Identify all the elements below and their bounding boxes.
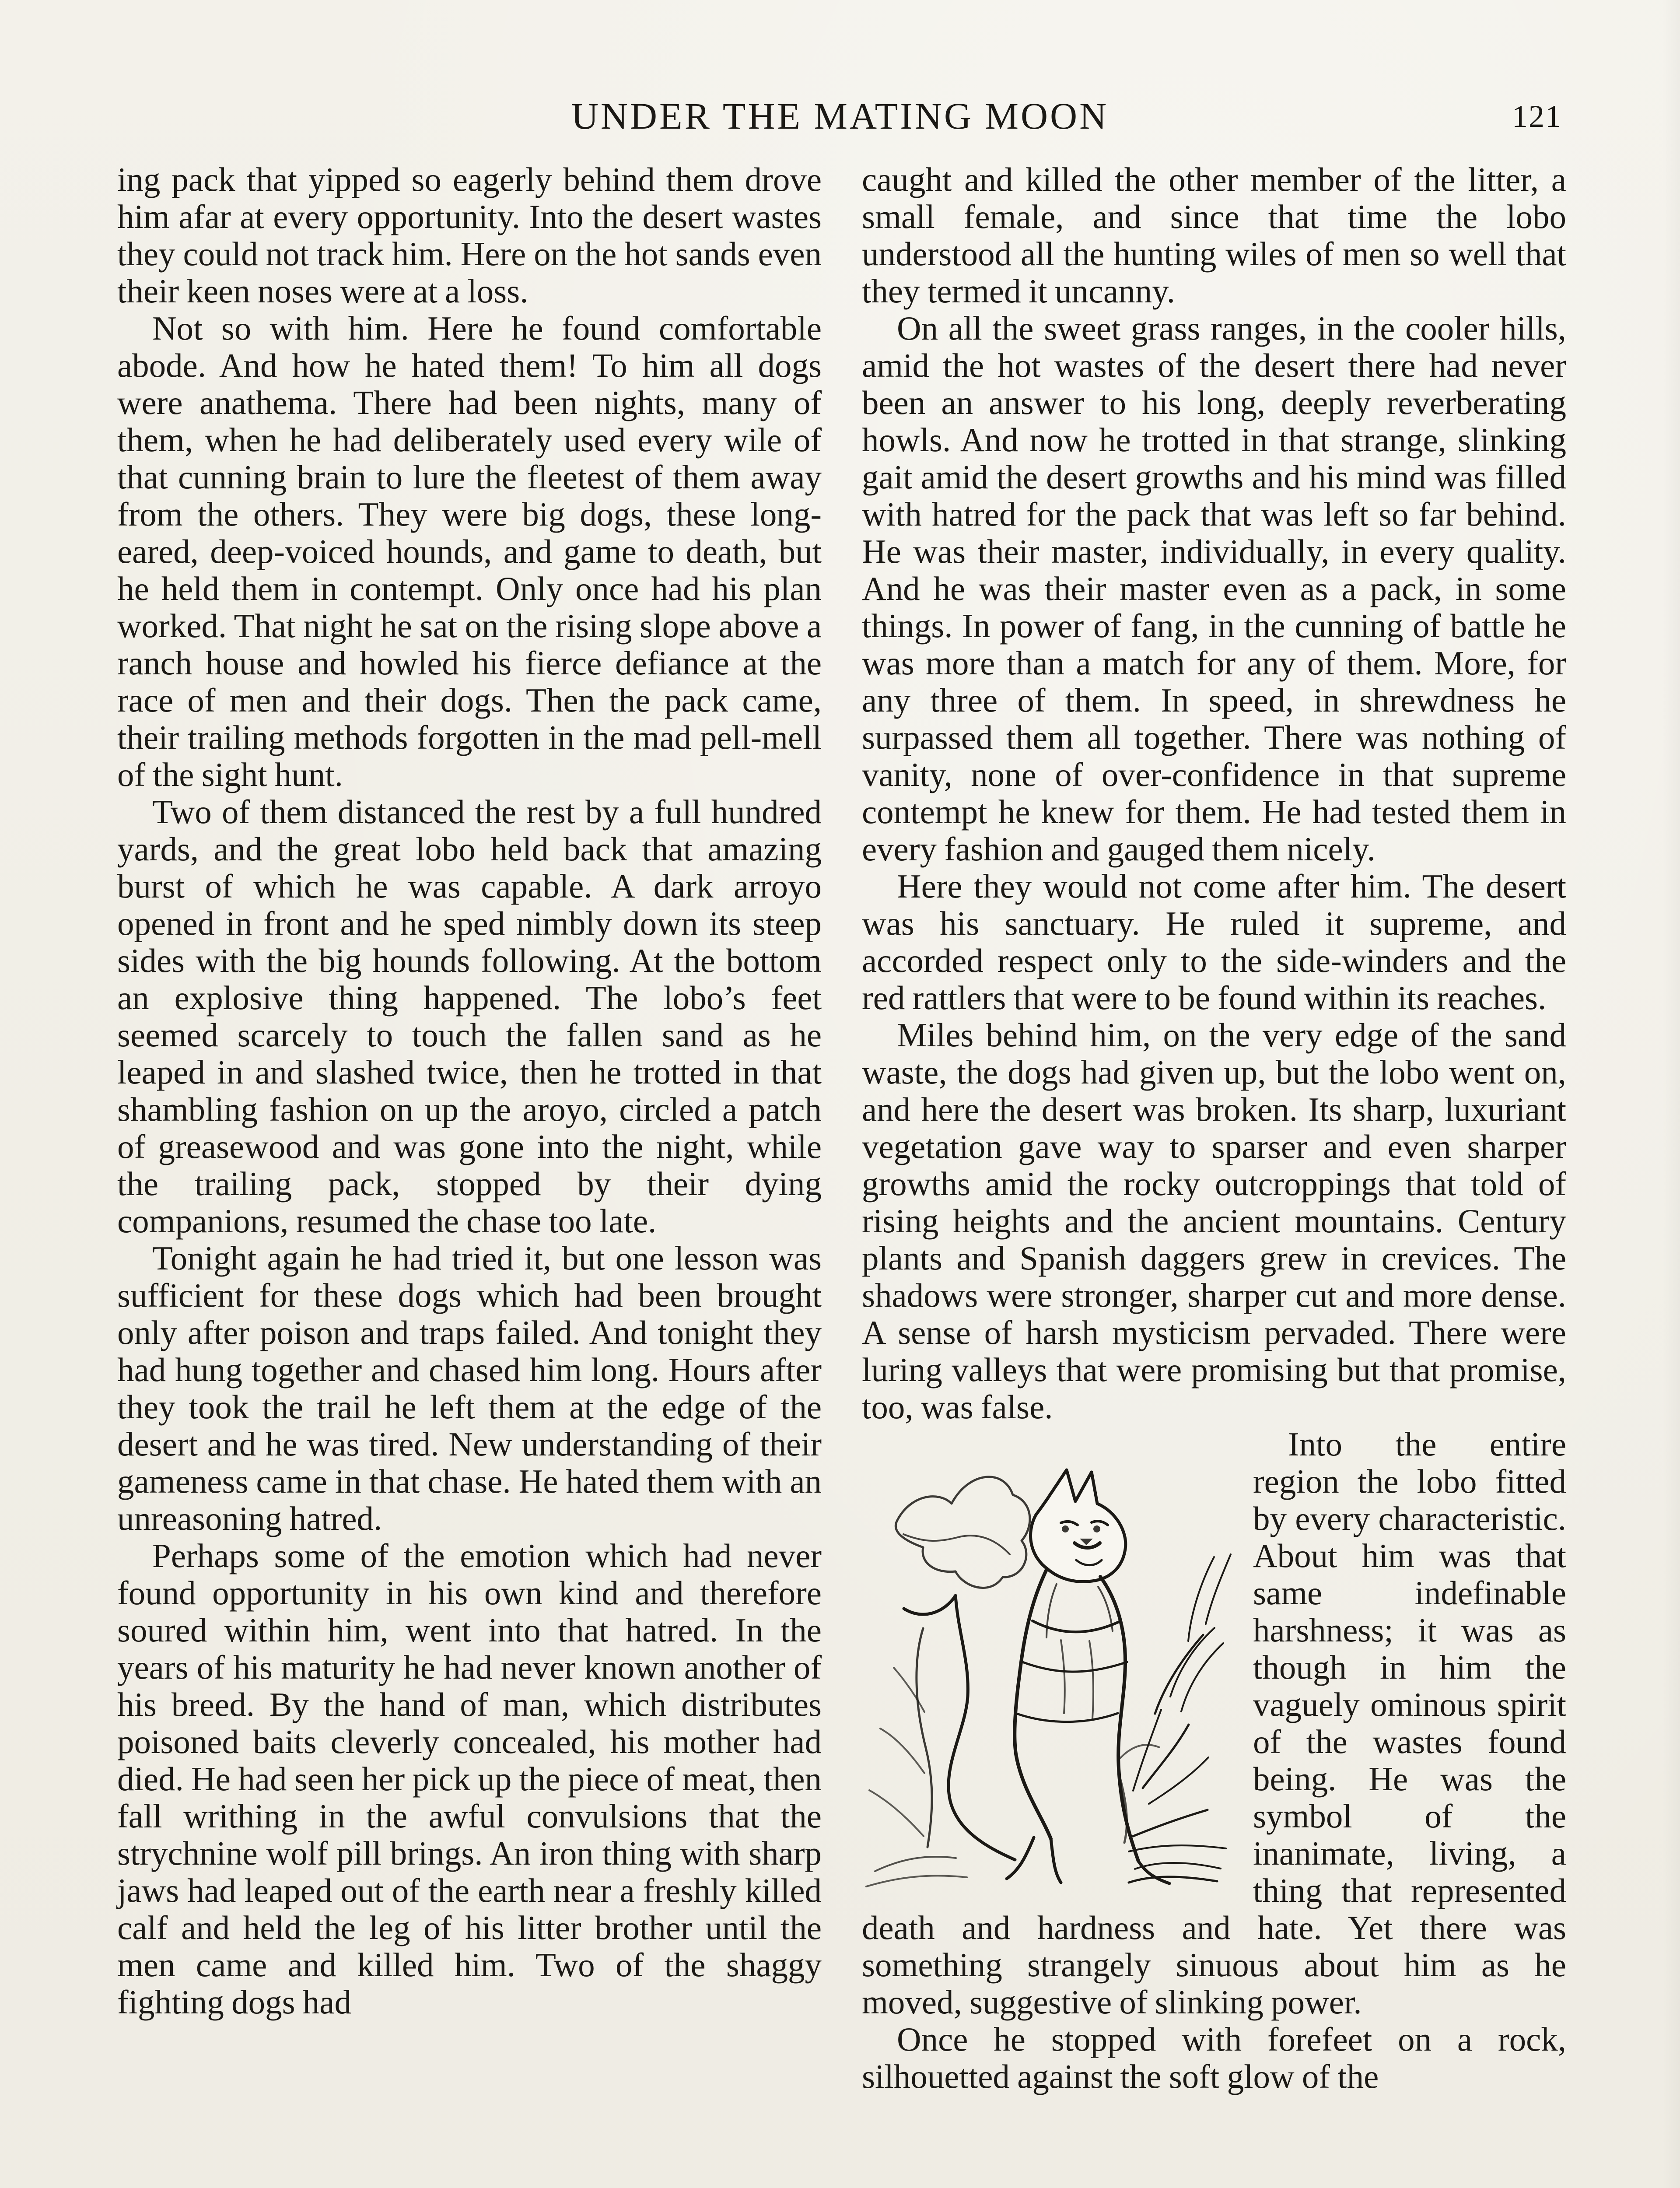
wolf-illustration <box>862 1429 1238 1889</box>
page-number: 121 <box>1512 99 1562 134</box>
running-header <box>118 97 1562 150</box>
paragraph-left-1: ing pack that yipped so eagerly behind them drove him afar at every opportunity. Into the desert wastes they could not track him. Here on the hot sands even their keen noses were at a loss. <box>117 161 822 310</box>
paragraph-left-5: Perhaps some of the emotion which had never found opportunity in his own kind and therefore soured within him, went into that hatred. In the years of his maturity he had never known another of his breed. By the hand of man, which distributes poisoned baits cleverly concealed, his mother had died. He had seen her pick up the piece of meat, then fall writhing in the awful convulsions that the strychnine wolf pill brings. An iron thing with sharp jaws had leaped out of the earth near a freshly killed calf and held the leg of his litter brother until the men came and killed him. Two of the shaggy fighting dogs had <box>117 1537 822 2021</box>
paper-edge-shadow <box>1662 0 1680 2188</box>
paragraph-right-3: Here they would not come after him. The desert was his sanctuary. He ruled it supreme, and accorded respect only to the side-winders and the red rattlers that were to be found within its reaches. <box>862 867 1566 1017</box>
paragraph-right-6: Once he stopped with forefeet on a rock, silhouetted against the soft glow of the <box>862 2020 1566 2095</box>
paragraph-right-5-text: Into the entire region the lobo fitted by every characteristic. About him was that same indefinable harshness; it was as though in him the vaguely ominous spirit of the wastes found being. He was the symbol of the inanimate, living, a thing that represented death and hardness and hate. Yet there was something strangely sinuous about him as he moved, suggestive of slinking power. <box>862 1425 1566 2021</box>
paragraph-left-3: Two of them distanced the rest by a full hundred yards, and the great lobo held back that amazing burst of which he was capable. A dark arroyo opened in front and he sped nimbly down its steep sides with the big hounds following. At the bottom an explosive thing happened. The lobo’s feet seemed scarcely to touch the fallen sand as he leaped in and slashed twice, then he trotted in that shambling fashion on up the aroyo, circled a patch of greasewood and was gone into the night, while the trailing pack, stopped by their dying companions, resumed the chase too late. <box>117 793 822 1240</box>
paragraph-right-5 <box>862 1426 1566 2021</box>
paragraph-right-1: caught and killed the other member of the litter, a small female, and since that time the lobo understood all the hunting wiles of men so well that they termed it uncanny. <box>862 161 1566 310</box>
page-title: UNDER THE MATING MOON <box>571 95 1109 137</box>
paragraph-left-4: Tonight again he had tried it, but one lesson was sufficient for these dogs which had been brought only after poison and traps failed. And tonight they had hung together and chased him long. Hours after they took the trail he left them at the edge of the desert and he was tired. New understanding of their gameness came in that chase. He hated them with an unreasoning hatred. <box>117 1239 822 1537</box>
paragraph-right-2: On all the sweet grass ranges, in the cooler hills, amid the hot wastes of the desert there had never been an answer to his long, deeply reverberating howls. And now he trotted in that strange, slinking gait amid the desert growths and his mind was filled with hatred for the pack that was left so far behind. He was their master, individually, in every quality. And he was their master even as a pack, in some things. In power of fang, in the cunning of battle he was more than a match for any of them. More, for any three of them. In speed, in shrewdness he surpassed them all together. There was nothing of vanity, none of over-confidence in that supreme contempt he knew for them. He had tested them in every fashion and gauged them nicely. <box>862 309 1566 868</box>
paragraph-right-4: Miles behind him, on the very edge of the sand waste, the dogs had given up, but the lobo went on, and here the desert was broken. Its sharp, luxuriant vegetation gave way to sparser and even sharper growths amid the rocky outcroppings that told of rising heights and the ancient mountains. Century plants and Spanish daggers grew in crevices. The shadows were stronger, sharper cut and more dense. A sense of harsh mysticism pervaded. There were luring valleys that were promising but that promise, too, was false. <box>862 1016 1566 1426</box>
paragraph-left-2: Not so with him. Here he found comfortable abode. And how he hated them! To him all dogs were anathema. There had been nights, many of them, when he had deliberately used every wile of that cunning brain to lure the fleetest of them away from the others. They were big dogs, these long-eared, deep-voiced hounds, and game to death, but he held them in contempt. Only once had his plan worked. That night he sat on the rising slope above a ranch house and howled his fierce defiance at the race of men and their dogs. Then the pack came, their trailing methods forgotten in the mad pell-mell of the sight hunt. <box>117 309 822 793</box>
right-column <box>862 161 1566 2095</box>
left-column <box>117 161 822 2021</box>
